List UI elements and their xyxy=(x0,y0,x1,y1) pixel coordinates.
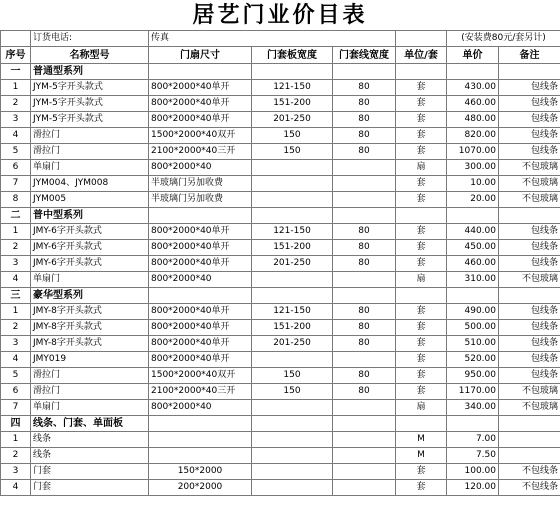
section-blank-cell xyxy=(252,64,333,80)
cell-frame-line-width: 80 xyxy=(333,320,396,336)
cell-unit-price: 100.00 xyxy=(447,464,499,480)
cell-frame-line-width: 80 xyxy=(333,80,396,96)
cell-name-model: 单扇门 xyxy=(31,272,149,288)
cell-door-size: 半玻璃门另加收费 xyxy=(149,176,252,192)
cell-frame-line-width xyxy=(333,400,396,416)
cell-frame-line-width xyxy=(333,176,396,192)
cell-door-size: 800*2000*40单开 xyxy=(149,224,252,240)
price-table xyxy=(0,30,560,496)
section-blank-cell xyxy=(499,288,560,304)
cell-unit: 套 xyxy=(396,304,447,320)
cell-door-size: 800*2000*40单开 xyxy=(149,320,252,336)
table-row xyxy=(1,352,560,368)
info-row xyxy=(1,31,560,47)
section-name: 线条、门套、单面板 xyxy=(31,416,149,432)
cell-unit: 套 xyxy=(396,464,447,480)
cell-name-model: 滑拉门 xyxy=(31,144,149,160)
cell-frame-board-width: 121-150 xyxy=(252,80,333,96)
section-blank-cell xyxy=(149,208,252,224)
cell-name-model: JYM-5字开头款式 xyxy=(31,96,149,112)
cell-unit: 套 xyxy=(396,128,447,144)
cell-remarks: 包线条 xyxy=(499,112,560,128)
table-row xyxy=(1,112,560,128)
section-blank-cell xyxy=(149,288,252,304)
table-row xyxy=(1,448,560,464)
cell-unit: 套 xyxy=(396,320,447,336)
cell-name-model: JYM005 xyxy=(31,192,149,208)
cell-name-model: JMY-8字开头款式 xyxy=(31,320,149,336)
header-frame-board-width: 门套板宽度 xyxy=(252,47,333,64)
cell-unit: 套 xyxy=(396,384,447,400)
cell-unit-price: 440.00 xyxy=(447,224,499,240)
cell-unit: 套 xyxy=(396,368,447,384)
cell-frame-board-width: 201-250 xyxy=(252,256,333,272)
cell-remarks: 不包线条 xyxy=(499,480,560,496)
cell-unit: 套 xyxy=(396,256,447,272)
cell-seq: 4 xyxy=(1,480,31,496)
cell-unit-price: 10.00 xyxy=(447,176,499,192)
cell-unit-price: 510.00 xyxy=(447,336,499,352)
table-row xyxy=(1,128,560,144)
header-door-size: 门扇尺寸 xyxy=(149,47,252,64)
cell-seq: 3 xyxy=(1,256,31,272)
section-blank-cell xyxy=(447,64,499,80)
cell-seq: 1 xyxy=(1,432,31,448)
cell-unit-price: 120.00 xyxy=(447,480,499,496)
info-blank-cell xyxy=(396,31,447,47)
cell-seq: 7 xyxy=(1,400,31,416)
cell-remarks: 包线条 xyxy=(499,368,560,384)
cell-frame-line-width: 80 xyxy=(333,144,396,160)
section-blank-cell xyxy=(252,416,333,432)
section-number: 三 xyxy=(1,288,31,304)
cell-unit-price: 7.00 xyxy=(447,432,499,448)
cell-remarks: 不包玻璃 xyxy=(499,384,560,400)
section-number: 一 xyxy=(1,64,31,80)
header-remarks: 备注 xyxy=(499,47,560,64)
cell-frame-board-width xyxy=(252,176,333,192)
cell-door-size: 2100*2000*40三开 xyxy=(149,384,252,400)
page-title: 居艺门业价目表 xyxy=(192,2,368,28)
section-name: 豪华型系列 xyxy=(31,288,149,304)
cell-frame-line-width: 80 xyxy=(333,96,396,112)
cell-unit-price: 1070.00 xyxy=(447,144,499,160)
cell-door-size: 200*2000 xyxy=(149,480,252,496)
cell-name-model: JYM-5字开头款式 xyxy=(31,80,149,96)
cell-unit: 套 xyxy=(396,112,447,128)
cell-door-size: 800*2000*40单开 xyxy=(149,96,252,112)
table-row xyxy=(1,176,560,192)
cell-name-model: 线条 xyxy=(31,448,149,464)
cell-unit: 套 xyxy=(396,336,447,352)
section-blank-cell xyxy=(333,64,396,80)
cell-door-size: 800*2000*40 xyxy=(149,272,252,288)
table-row xyxy=(1,256,560,272)
cell-unit-price: 450.00 xyxy=(447,240,499,256)
cell-seq: 1 xyxy=(1,304,31,320)
cell-name-model: JMY-8字开头款式 xyxy=(31,336,149,352)
cell-unit: 套 xyxy=(396,224,447,240)
cell-door-size: 800*2000*40单开 xyxy=(149,304,252,320)
cell-seq: 3 xyxy=(1,464,31,480)
table-row xyxy=(1,432,560,448)
section-row xyxy=(1,288,560,304)
cell-frame-board-width: 201-250 xyxy=(252,336,333,352)
cell-unit: 套 xyxy=(396,192,447,208)
cell-frame-line-width: 80 xyxy=(333,128,396,144)
cell-seq: 2 xyxy=(1,448,31,464)
section-number: 四 xyxy=(1,416,31,432)
section-blank-cell xyxy=(396,208,447,224)
cell-door-size: 150*2000 xyxy=(149,464,252,480)
cell-unit-price: 7.50 xyxy=(447,448,499,464)
cell-name-model: JMY-6字开头款式 xyxy=(31,256,149,272)
cell-name-model: 门套 xyxy=(31,480,149,496)
cell-door-size: 800*2000*40单开 xyxy=(149,80,252,96)
table-row xyxy=(1,480,560,496)
cell-seq: 6 xyxy=(1,384,31,400)
cell-remarks: 不包线条 xyxy=(499,464,560,480)
cell-name-model: 单扇门 xyxy=(31,160,149,176)
table-row xyxy=(1,304,560,320)
cell-remarks: 包线条 xyxy=(499,336,560,352)
cell-remarks: 包线条 xyxy=(499,224,560,240)
header-seq: 序号 xyxy=(1,47,31,64)
cell-remarks: 不包玻璃 xyxy=(499,272,560,288)
cell-seq: 2 xyxy=(1,320,31,336)
section-blank-cell xyxy=(447,208,499,224)
cell-door-size: 800*2000*40单开 xyxy=(149,352,252,368)
cell-unit-price: 820.00 xyxy=(447,128,499,144)
cell-door-size: 1500*2000*40双开 xyxy=(149,128,252,144)
section-row xyxy=(1,208,560,224)
cell-door-size: 800*2000*40单开 xyxy=(149,256,252,272)
cell-frame-line-width xyxy=(333,432,396,448)
cell-frame-board-width: 151-200 xyxy=(252,96,333,112)
cell-door-size: 800*2000*40 xyxy=(149,400,252,416)
cell-name-model: JYM-5字开头款式 xyxy=(31,112,149,128)
cell-name-model: 线条 xyxy=(31,432,149,448)
header-unit: 单位/套 xyxy=(396,47,447,64)
install-fee-note: (安装费80元/套另计) xyxy=(447,31,560,47)
cell-unit-price: 520.00 xyxy=(447,352,499,368)
cell-name-model: JMY019 xyxy=(31,352,149,368)
cell-frame-line-width xyxy=(333,464,396,480)
cell-frame-board-width xyxy=(252,272,333,288)
section-blank-cell xyxy=(499,416,560,432)
table-row xyxy=(1,160,560,176)
cell-frame-board-width: 201-250 xyxy=(252,112,333,128)
table-row xyxy=(1,192,560,208)
cell-frame-board-width xyxy=(252,192,333,208)
section-number: 二 xyxy=(1,208,31,224)
cell-frame-board-width xyxy=(252,480,333,496)
cell-frame-line-width: 80 xyxy=(333,224,396,240)
cell-frame-board-width: 121-150 xyxy=(252,304,333,320)
section-blank-cell xyxy=(149,64,252,80)
section-blank-cell xyxy=(499,208,560,224)
cell-frame-board-width: 151-200 xyxy=(252,240,333,256)
cell-frame-line-width: 80 xyxy=(333,240,396,256)
phone-label: 订货电话: xyxy=(31,31,149,47)
cell-door-size: 1500*2000*40双开 xyxy=(149,368,252,384)
cell-door-size: 800*2000*40单开 xyxy=(149,240,252,256)
table-row xyxy=(1,368,560,384)
table-row xyxy=(1,240,560,256)
section-name: 普中型系列 xyxy=(31,208,149,224)
cell-seq: 8 xyxy=(1,192,31,208)
cell-remarks xyxy=(499,432,560,448)
cell-frame-line-width xyxy=(333,448,396,464)
cell-seq: 4 xyxy=(1,272,31,288)
cell-name-model: 单扇门 xyxy=(31,400,149,416)
table-row xyxy=(1,224,560,240)
cell-frame-line-width: 80 xyxy=(333,304,396,320)
cell-door-size: 2100*2000*40三开 xyxy=(149,144,252,160)
cell-frame-board-width xyxy=(252,352,333,368)
cell-unit-price: 20.00 xyxy=(447,192,499,208)
cell-frame-line-width xyxy=(333,160,396,176)
section-blank-cell xyxy=(333,208,396,224)
cell-unit: 套 xyxy=(396,80,447,96)
section-blank-cell xyxy=(396,288,447,304)
cell-seq: 4 xyxy=(1,352,31,368)
cell-frame-line-width xyxy=(333,192,396,208)
cell-unit: M xyxy=(396,432,447,448)
section-blank-cell xyxy=(396,416,447,432)
cell-unit-price: 1170.00 xyxy=(447,384,499,400)
cell-seq: 2 xyxy=(1,96,31,112)
table-row xyxy=(1,336,560,352)
cell-remarks: 不包玻璃 xyxy=(499,176,560,192)
table-row xyxy=(1,272,560,288)
cell-name-model: 滑拉门 xyxy=(31,384,149,400)
cell-frame-board-width: 151-200 xyxy=(252,320,333,336)
table-row xyxy=(1,384,560,400)
cell-name-model: JMY-6字开头款式 xyxy=(31,224,149,240)
cell-frame-board-width xyxy=(252,160,333,176)
cell-frame-board-width xyxy=(252,464,333,480)
section-blank-cell xyxy=(252,208,333,224)
section-blank-cell xyxy=(396,64,447,80)
cell-frame-line-width xyxy=(333,272,396,288)
cell-unit: 套 xyxy=(396,176,447,192)
cell-door-size: 800*2000*40 xyxy=(149,160,252,176)
cell-remarks: 不包玻璃 xyxy=(499,160,560,176)
cell-name-model: JMY-8字开头款式 xyxy=(31,304,149,320)
cell-unit: 套 xyxy=(396,480,447,496)
cell-frame-line-width: 80 xyxy=(333,384,396,400)
table-row xyxy=(1,80,560,96)
cell-remarks: 包线条 xyxy=(499,320,560,336)
cell-unit: 扇 xyxy=(396,400,447,416)
cell-name-model: 门套 xyxy=(31,464,149,480)
cell-seq: 5 xyxy=(1,144,31,160)
cell-unit: 套 xyxy=(396,96,447,112)
cell-remarks: 不包玻璃 xyxy=(499,192,560,208)
cell-frame-board-width: 150 xyxy=(252,144,333,160)
cell-remarks: 包线条 xyxy=(499,240,560,256)
section-name: 普通型系列 xyxy=(31,64,149,80)
cell-door-size xyxy=(149,448,252,464)
cell-unit: 扇 xyxy=(396,160,447,176)
cell-unit-price: 480.00 xyxy=(447,112,499,128)
cell-door-size: 800*2000*40单开 xyxy=(149,336,252,352)
cell-seq: 6 xyxy=(1,160,31,176)
cell-frame-line-width: 80 xyxy=(333,112,396,128)
info-blank-cell xyxy=(1,31,31,47)
cell-frame-board-width xyxy=(252,400,333,416)
cell-name-model: JMY-6字开头款式 xyxy=(31,240,149,256)
table-row xyxy=(1,96,560,112)
cell-unit: 套 xyxy=(396,240,447,256)
section-blank-cell xyxy=(252,288,333,304)
cell-seq: 2 xyxy=(1,240,31,256)
cell-door-size xyxy=(149,432,252,448)
cell-unit-price: 340.00 xyxy=(447,400,499,416)
cell-seq: 7 xyxy=(1,176,31,192)
section-blank-cell xyxy=(447,416,499,432)
cell-remarks: 包线条 xyxy=(499,352,560,368)
cell-frame-board-width xyxy=(252,432,333,448)
section-blank-cell xyxy=(333,416,396,432)
cell-remarks: 包线条 xyxy=(499,128,560,144)
table-row xyxy=(1,320,560,336)
cell-frame-line-width: 80 xyxy=(333,368,396,384)
cell-unit: 扇 xyxy=(396,272,447,288)
cell-frame-line-width: 80 xyxy=(333,256,396,272)
cell-frame-line-width xyxy=(333,352,396,368)
cell-name-model: 滑拉门 xyxy=(31,128,149,144)
table-row xyxy=(1,464,560,480)
cell-door-size: 800*2000*40单开 xyxy=(149,112,252,128)
cell-frame-board-width xyxy=(252,448,333,464)
header-name-model: 名称型号 xyxy=(31,47,149,64)
cell-seq: 1 xyxy=(1,80,31,96)
cell-remarks: 包线条 xyxy=(499,144,560,160)
section-blank-cell xyxy=(499,64,560,80)
section-blank-cell xyxy=(333,288,396,304)
header-unit-price: 单价 xyxy=(447,47,499,64)
cell-unit: 套 xyxy=(396,144,447,160)
table-row xyxy=(1,400,560,416)
cell-name-model: JYM004、JYM008 xyxy=(31,176,149,192)
cell-remarks: 包线条 xyxy=(499,96,560,112)
section-row xyxy=(1,64,560,80)
cell-frame-board-width: 150 xyxy=(252,384,333,400)
cell-seq: 3 xyxy=(1,336,31,352)
cell-unit: M xyxy=(396,448,447,464)
cell-door-size: 半玻璃门另加收费 xyxy=(149,192,252,208)
cell-seq: 4 xyxy=(1,128,31,144)
cell-unit-price: 950.00 xyxy=(447,368,499,384)
cell-frame-board-width: 121-150 xyxy=(252,224,333,240)
section-blank-cell xyxy=(149,416,252,432)
cell-remarks: 包线条 xyxy=(499,304,560,320)
section-row xyxy=(1,416,560,432)
cell-remarks xyxy=(499,448,560,464)
cell-unit-price: 430.00 xyxy=(447,80,499,96)
cell-unit: 套 xyxy=(396,352,447,368)
cell-remarks: 包线条 xyxy=(499,80,560,96)
cell-seq: 3 xyxy=(1,112,31,128)
cell-unit-price: 490.00 xyxy=(447,304,499,320)
cell-frame-board-width: 150 xyxy=(252,368,333,384)
cell-frame-line-width xyxy=(333,480,396,496)
cell-frame-line-width: 80 xyxy=(333,336,396,352)
header-frame-line-width: 门套线宽度 xyxy=(333,47,396,64)
cell-remarks: 不包玻璃 xyxy=(499,400,560,416)
cell-remarks: 包线条 xyxy=(499,256,560,272)
table-row xyxy=(1,144,560,160)
cell-name-model: 滑拉门 xyxy=(31,368,149,384)
cell-seq: 5 xyxy=(1,368,31,384)
cell-unit-price: 460.00 xyxy=(447,256,499,272)
fax-label: 传真 xyxy=(149,31,396,47)
cell-unit-price: 500.00 xyxy=(447,320,499,336)
cell-unit-price: 460.00 xyxy=(447,96,499,112)
cell-unit-price: 310.00 xyxy=(447,272,499,288)
cell-unit-price: 300.00 xyxy=(447,160,499,176)
header-row xyxy=(1,47,560,64)
cell-frame-board-width: 150 xyxy=(252,128,333,144)
cell-seq: 1 xyxy=(1,224,31,240)
section-blank-cell xyxy=(447,288,499,304)
